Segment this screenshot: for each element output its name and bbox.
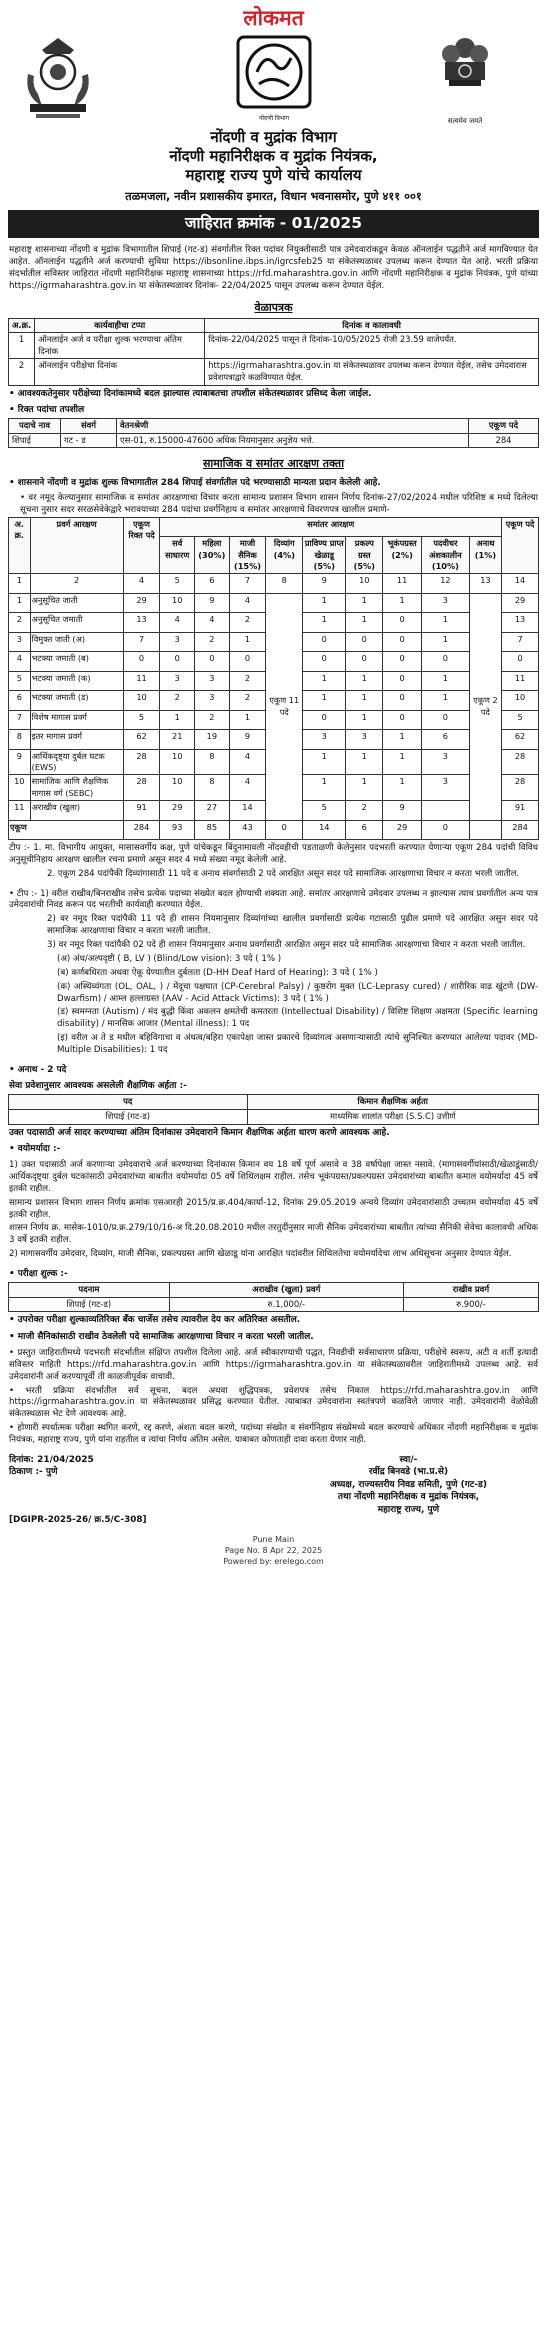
table-cell: 7 bbox=[502, 632, 539, 652]
table-cell: एस-01, रु.15000-47600 अधिक नियमानुसार अनुज्ञेय भत्ते. bbox=[117, 433, 469, 448]
table-cell: 10 bbox=[160, 749, 195, 775]
table-row bbox=[9, 333, 539, 359]
total-cell: 43 bbox=[229, 820, 266, 840]
table-cell: 2 bbox=[9, 359, 35, 385]
table-cell: 3 bbox=[422, 593, 470, 613]
tip-disability-c: (क) अस्थिव्यंगता (OL, OAL, ) / मेंदूचा पक्षघात (CP-Cerebral Palsy) / कुष्ठरोग मुक्त (LC-Leprasy cured) / शारीरिक वाढ खुंटणे (DW-Dwarfism) / आम्ल हल्लाग्रस्त (AAV - Acid Attack Victims): 3 पदे ( 1% ) bbox=[57, 981, 538, 1004]
merged-orphan-cell: एकूण 2 पदे bbox=[469, 593, 501, 820]
table-cell: 10 bbox=[9, 775, 31, 801]
table-cell: 9 bbox=[383, 801, 422, 821]
table-cell: 1 bbox=[383, 593, 422, 613]
table-cell: 1 bbox=[346, 710, 383, 730]
table-cell: 5 bbox=[123, 710, 160, 730]
table-cell: 2 bbox=[229, 691, 266, 711]
table-cell: 1 bbox=[303, 775, 346, 801]
tip-disability-b: (ब) कर्णबधिरता अथवा ऐकू येण्यातील दुर्बलता (D-HH Deaf Hard of Hearing): 3 पदे ( 1% ) bbox=[57, 967, 378, 978]
age-section bbox=[0, 1157, 547, 1266]
table-cell: 1 bbox=[383, 730, 422, 750]
total-cell: 284 bbox=[123, 820, 160, 840]
table-cell: अराखीव (खुला) bbox=[30, 801, 123, 821]
number-cell: 1 bbox=[9, 574, 31, 594]
number-cell: 2 bbox=[30, 574, 123, 594]
table-cell: 91 bbox=[502, 801, 539, 821]
table-cell: शिपाई (गट-ड) bbox=[9, 1297, 170, 1312]
table-cell: भटक्या जमाती (ब) bbox=[30, 652, 123, 672]
table-cell: 2 bbox=[195, 710, 230, 730]
number-cell: 13 bbox=[469, 574, 501, 594]
age-title: • वयोमर्यादा :- bbox=[9, 1143, 61, 1154]
footer-page-date: Page No. 8 Apr 22, 2025 bbox=[224, 1546, 323, 1556]
table-cell: 91 bbox=[123, 801, 160, 821]
fee-title: • परीक्षा शुल्क :- bbox=[9, 1268, 68, 1279]
schedule-header-cell: कार्यवाहीचा टप्पा bbox=[35, 318, 205, 333]
schedule-table-wrap bbox=[0, 318, 547, 386]
table-row bbox=[9, 433, 539, 448]
table-cell: गट - ड bbox=[61, 433, 117, 448]
table-cell: विमुक्त जाती (अ) bbox=[30, 632, 123, 652]
tip-1: • टीप :- 1) वरील राखीव/बिनराखीव तसेच प्रत्येक पदाच्या संख्येत बदल होण्याची शक्यता आहे. समांतर आरक्षणाचे उमेदवार उपलब्ध न झाल्यास त्याच प्रवर्गातील अन्य पात्र उमेदवारांची निवड करून पद भरतीची कार्यवाही करण्यात येईल. bbox=[9, 888, 538, 911]
table-cell: 11 bbox=[123, 671, 160, 691]
center-logo bbox=[235, 34, 313, 123]
table-cell: 0 bbox=[303, 632, 346, 652]
other-title: • माजी सैनिकांसाठी राखीव ठेवलेली पदे सामाजिक आरक्षणाचा विचार न करता भरली जातील. bbox=[9, 1331, 314, 1342]
table-cell: 8 bbox=[195, 775, 230, 801]
number-cell: 6 bbox=[195, 574, 230, 594]
table-cell: 1 bbox=[346, 613, 383, 633]
table-cell: 10 bbox=[160, 775, 195, 801]
table-cell: 5 bbox=[502, 710, 539, 730]
dgipr-reference: [DGIPR-2025-26/ क्र.5/C-308] bbox=[9, 1514, 147, 1525]
res-header-cell: एकूण रिक्त पदे bbox=[123, 517, 160, 573]
issue-date: दिनांक: 21/04/2025 bbox=[9, 1454, 94, 1465]
table-cell: 10 bbox=[502, 691, 539, 711]
title-line-3: महाराष्ट्र राज्य पुणे यांचे कार्यालय bbox=[185, 166, 362, 185]
schedule-notice: • आवश्यकतेनुसार परीक्षेच्या दिनांकामध्ये बदल झाल्यास त्याबाबतचा तपशील संकेतस्थळावर प्रसिध्द केला जाईल. bbox=[9, 388, 372, 399]
qualification-table-wrap bbox=[0, 1094, 547, 1124]
table-cell: 2 bbox=[195, 632, 230, 652]
schedule-table bbox=[8, 318, 539, 386]
table-cell: 3 bbox=[303, 730, 346, 750]
number-cell: 14 bbox=[502, 574, 539, 594]
table-row bbox=[9, 359, 539, 385]
res-header-cell: प्रकल्प ग्रस्त (5%) bbox=[346, 537, 383, 574]
number-cell: 10 bbox=[346, 574, 383, 594]
table-cell: 14 bbox=[229, 801, 266, 821]
reservation-group-row bbox=[9, 517, 539, 537]
table-cell: भटक्या जमाती (क) bbox=[30, 671, 123, 691]
merged-disabled-cell: एकूण 11 पदे bbox=[266, 593, 303, 820]
total-cell: 93 bbox=[160, 820, 195, 840]
table-cell: 62 bbox=[502, 730, 539, 750]
number-cell: 12 bbox=[422, 574, 470, 594]
table-cell: 1 bbox=[346, 671, 383, 691]
table-cell: 62 bbox=[123, 730, 160, 750]
reservation-body bbox=[9, 593, 539, 820]
total-cell: 284 bbox=[502, 820, 539, 840]
qual-header-cell: किमान शैक्षणिक अर्हता bbox=[247, 1095, 539, 1110]
registration-logo-icon bbox=[235, 34, 313, 110]
table-cell: 10 bbox=[160, 593, 195, 613]
table-cell: 29 bbox=[123, 593, 160, 613]
fee-header-cell: राखीव प्रवर्ग bbox=[403, 1283, 538, 1298]
res-header-cell: महिला (30%) bbox=[195, 537, 230, 574]
qualification-title: सेवा प्रवेशानुसार आवश्यक असलेली शैक्षणिक अर्हता :- bbox=[9, 1081, 187, 1092]
fee-note: • उपरोक्त परीक्षा शुल्काव्यतिरिक्त बँक चार्जेस तसेच त्यावरील देय कर अतिरिक्त असतील. bbox=[9, 1315, 301, 1326]
intro-paragraph: महाराष्ट्र शासनाच्या नोंदणी व मुद्रांक विभागातील शिपाई (गट-ड) संवर्गातील रिक्त पदांवर नियुक्तीसाठी पात्र उमेदवारांकडून केवळ ऑनलाईन पद्धतीने अर्ज मागविण्यात येत आहेत. ऑनलाईन पद्धतीने अर्ज करण्याची सुविधा https://ibsonline.ibps.in/igrcsfeb25 या संकेतस्थळावर उपलब्ध करून देण्यात येत आहे. भरती प्रक्रिया संदर्भातील सविस्तर जाहिरात नोंदणी महानिरीक्षक महाराष्ट्र शासनाच्या https://rfd.maharashtra.gov.in आणि नोंदणी महानिरीक्षक व मुद्रांक नियंत्रक, पुणे यांच्या https://igrmaharashtra.gov.in या संकेतस्थळावर दिनांक- 22/04/2025 पासून उपलब्ध करून देण्यात येईल. bbox=[9, 244, 538, 291]
number-cell: 4 bbox=[123, 574, 160, 594]
office-address: तळमजला, नवीन प्रशासकीय इमारत, विधान भवनासमोर, पुणे ४११ ००१ bbox=[125, 189, 422, 203]
note-1: टीप :- 1. मा. विभागीय आयुक्त, मासासवर्गीय कक्ष, पुणे यांचेकडून बिंदुनामावली नोंदवहीची पडताळणी केलेनुसार पदभरती करण्यात येणाऱ्या एकूण 284 पदांची विविध अनुसूचीनिहाय आरक्षण खालील रचना प्रमाणे असून सदर 4 मध्ये संख्या नमूद केलेली आहे. bbox=[9, 843, 538, 865]
table-cell: रु.1,000/- bbox=[169, 1297, 403, 1312]
table-cell: माध्यमिक शालांत परीक्षा (S.S.C) उत्तीर्ण bbox=[247, 1109, 539, 1124]
table-cell: 4 bbox=[195, 613, 230, 633]
vacancy-header-cell: वेतनश्रेणी bbox=[117, 419, 469, 434]
number-cell: 9 bbox=[303, 574, 346, 594]
reservation-title: सामाजिक व समांतर आरक्षण तक्ता bbox=[202, 457, 345, 471]
table-cell: 2 bbox=[229, 671, 266, 691]
total-cell: 0 bbox=[266, 820, 303, 840]
tip-disability-e: (इ) वरील अ ते ड मधील बहिविगाचा व अंधत्व/बहिरा एकापेक्षा जास्त प्रकारचे दिव्यांगत्व असणाऱ्यासाठी त्यांचे सुनिश्चित करण्यात आलेल्या पदावर (MD- Multiple Disabilities): 1 पद bbox=[57, 1033, 538, 1055]
table-cell: अनुसूचित जाती bbox=[30, 593, 123, 613]
table-cell: 7 bbox=[123, 632, 160, 652]
table-cell: 1 bbox=[160, 710, 195, 730]
number-cell: 5 bbox=[160, 574, 195, 594]
table-cell: 1 bbox=[303, 691, 346, 711]
total-label: एकूण bbox=[9, 820, 124, 840]
table-cell: 3 bbox=[9, 632, 31, 652]
total-cell: 29 bbox=[383, 820, 422, 840]
table-cell: 6 bbox=[9, 691, 31, 711]
reservation-total-row bbox=[9, 820, 539, 840]
table-cell: 0 bbox=[346, 632, 383, 652]
table-cell: भटक्या जमाती (ड) bbox=[30, 691, 123, 711]
qual-header-cell: पद bbox=[9, 1095, 248, 1110]
table-cell bbox=[422, 801, 470, 821]
masthead-logo-text: लोकमत bbox=[243, 5, 304, 30]
qualification-note: उक्त पदासाठी अर्ज सादर करण्याच्या अंतिम दिनांकास उमेदवाराने किमान शैक्षणिक अर्हता धारण करणे आवश्यक आहे. bbox=[9, 1127, 390, 1138]
table-cell: 4 bbox=[160, 613, 195, 633]
other-item-1: • प्रस्तुत जाहिरातीमध्ये पदभरती संदर्भातील संक्षिप्त तपशील दिलेला आहे. अर्ज स्वीकारण्याची पद्धत, निवडीची सर्वसाधारण प्रक्रिया, परीक्षेचे स्वरूप, अटी व शर्ती इत्यादी सविस्तर माहिती https://rfd.maharashtra.gov.in आणि https://igrmaharashtra.gov.in या संकेतस्थळावरील जाहिरातीमध्ये उपलब्ध आहे. सर्व उमेदवारांनी अर्ज करण्यापूर्वी ती काळजीपूर्वक वाचावी. bbox=[9, 1348, 538, 1382]
table-cell: 6 bbox=[422, 730, 470, 750]
table-cell: 28 bbox=[123, 749, 160, 775]
sign-mark: स्वा/- bbox=[399, 1454, 418, 1465]
table-cell: शिपाई bbox=[9, 433, 61, 448]
table-cell: 8 bbox=[195, 749, 230, 775]
table-cell: 0 bbox=[383, 691, 422, 711]
table-cell: 13 bbox=[502, 613, 539, 633]
table-cell: 28 bbox=[123, 775, 160, 801]
national-emblem bbox=[435, 34, 495, 127]
table-cell: 3 bbox=[422, 775, 470, 801]
tip-section bbox=[0, 886, 547, 1062]
table-cell: 2 bbox=[346, 801, 383, 821]
table-cell: 0 bbox=[195, 652, 230, 672]
res-header-cell: प्रवर्ग आरक्षण bbox=[30, 517, 123, 573]
table-cell: अनुसूचित जमाती bbox=[30, 613, 123, 633]
res-header-cell: दिव्यांग (4%) bbox=[266, 537, 303, 574]
table-cell: 4 bbox=[229, 593, 266, 613]
res-header-cell: प्राविण्य प्राप्त खेळाडू (5%) bbox=[303, 537, 346, 574]
vacancy-header-cell: पदाचे नाव bbox=[9, 419, 61, 434]
table-cell: 284 bbox=[469, 433, 539, 448]
table-cell: 1 bbox=[229, 710, 266, 730]
vacancy-table bbox=[8, 418, 539, 448]
age-p4: 2) मागासवर्गीय उमेदवार, दिव्यांग, माजी सैनिक, प्रकल्पग्रस्त आणि खेळाडू यांना आरक्षित पदांवरील शिथिलतेचा वयोमर्यादेचा लाभ अधिसूचना अनुसार देण्यात येईल. bbox=[9, 1249, 512, 1260]
table-cell: 3 bbox=[195, 691, 230, 711]
table-cell: 5 bbox=[303, 801, 346, 821]
newspaper-masthead bbox=[0, 0, 547, 30]
other-item-2: • भरती प्रक्रिया संदर्भातील सर्व सूचना, बदल अथवा शुद्धिपत्रक, प्रवेशपत्र तसेच निकाल https://rfd.maharashtra.gov.in आणि https://igrmaharashtra.gov.in या संकेतस्थळावर प्रसिद्ध करण्यात येतील. त्याबाबत उमेदवारांना स्वतंत्रपणे कळविले जाणार नाही. उमेदवारांनी वेळोवेळी संकेतस्थळास भेट देणे आवश्यक आहे. bbox=[9, 1385, 538, 1420]
other-items bbox=[0, 1345, 547, 1452]
title-line-2: नोंदणी महानिरीक्षक व मुद्रांक नियंत्रक, bbox=[169, 147, 378, 166]
advertisement-number-bar: जाहिरात क्रमांक - 01/2025 bbox=[8, 210, 539, 237]
table-cell: 4 bbox=[229, 775, 266, 801]
number-cell: 11 bbox=[383, 574, 422, 594]
other-item-3: • होणारी स्पर्धात्मक परीक्षा स्थगित करणे, रद्द करणे, अंशतः बदल करणे, पदांच्या संख्येत व संवर्गनिहाय संख्येमध्ये बदल करण्याचे अधिकार नोंदणी महानिरीक्षक व मुद्रांक नियंत्रक, महाराष्ट्र राज्य, पुणे यांना राहतील व त्यांचा निर्णय अंतिम असेल. याबाबत कोणताही दावा करता येणार नाही. bbox=[9, 1423, 538, 1446]
parallel-reservation-header: समांतर आरक्षण bbox=[160, 517, 502, 537]
table-cell: 2 bbox=[229, 613, 266, 633]
table-cell: 28 bbox=[502, 749, 539, 775]
emblem-motto: सत्यमेव जयते bbox=[447, 116, 483, 125]
table-cell: 1 bbox=[346, 749, 383, 775]
res-header-cell: माजी सैनिक (15%) bbox=[229, 537, 266, 574]
tip-3: 3) वर नमूद रिक्त पदांपैकी 02 पदे ही शासन नियमानुसार अनाथ प्रवर्गासाठी आरक्षित असुन सदर पदे सामाजिक आरक्षणाचा विचार न करता भरली जातील. bbox=[47, 940, 526, 951]
table-cell: 2 bbox=[9, 613, 31, 633]
table-cell: 11 bbox=[9, 801, 31, 821]
table-cell: 13 bbox=[123, 613, 160, 633]
table-cell: 1 bbox=[9, 593, 31, 613]
department-left-emblem-icon bbox=[22, 34, 94, 124]
reservation-lead: • शासनाने नोंदणी व मुद्रांक शुल्क विभागातील 284 शिपाई संवर्गातील पदे भरण्यासाठी मान्यता प्रदान केलेली आहे. bbox=[9, 477, 381, 488]
note-2: 2. एकूण 284 पदांपैकी दिव्यांगासाठी 11 पदे व अनाथ संवर्गासाठी 2 पदे आरक्षित असून सदर पदे सामाजिक आरक्षणाचा विचार न करता भरली जातील. bbox=[47, 868, 520, 879]
ashoka-emblem-icon bbox=[439, 34, 491, 112]
table-cell: 1 bbox=[383, 775, 422, 801]
reservation-table-wrap bbox=[0, 517, 547, 840]
fee-table bbox=[8, 1282, 539, 1312]
table-cell: 0 bbox=[303, 652, 346, 672]
footer-edition: Pune Main bbox=[252, 1535, 295, 1545]
table-cell: 1 bbox=[422, 613, 470, 633]
table-cell: सामाजिक आणि शैक्षणिक मागास वर्ग (SEBC) bbox=[30, 775, 123, 801]
res-header-cell: सर्व साधारण bbox=[160, 537, 195, 574]
table-cell: 9 bbox=[195, 593, 230, 613]
table-cell: 1 bbox=[346, 593, 383, 613]
table-cell: 1 bbox=[303, 749, 346, 775]
table-cell: ऑनलाईन परीक्षेचा दिनांक bbox=[35, 359, 205, 385]
table-cell: 21 bbox=[160, 730, 195, 750]
table-cell: 0 bbox=[383, 710, 422, 730]
vacancy-table-wrap bbox=[0, 418, 547, 448]
signatory-role-2: तथा नोंदणी महानिरीक्षक व मुद्रांक नियंत्रक, bbox=[337, 1492, 480, 1503]
table-cell: 1 bbox=[422, 671, 470, 691]
fee-header-cell: पदनाम bbox=[9, 1283, 170, 1298]
table-cell: 1 bbox=[422, 691, 470, 711]
table-cell: 1 bbox=[383, 749, 422, 775]
footer-powered-by: Powered by: erelego.com bbox=[223, 1557, 324, 1567]
number-cell: 8 bbox=[266, 574, 303, 594]
table-cell: 0 bbox=[303, 710, 346, 730]
fee-header-row bbox=[9, 1283, 539, 1298]
table-cell: 29 bbox=[160, 801, 195, 821]
res-header-cell: अनाथ (1%) bbox=[469, 537, 501, 574]
signature-block bbox=[0, 1452, 547, 1515]
res-header-cell: अ. क्र. bbox=[9, 517, 31, 573]
table-cell: 1 bbox=[303, 593, 346, 613]
table-cell: आर्थिकदृष्ट्या दुर्बल घटक (EWS) bbox=[30, 749, 123, 775]
vacancy-header-cell: एकूण पदे bbox=[469, 419, 539, 434]
table-cell: इतर मागास प्रवर्ग bbox=[30, 730, 123, 750]
date-place bbox=[9, 1454, 94, 1479]
table-cell: https://igrmaharashtra.gov.in या संकेतस्थळावर उपलब्ध करून देण्यात येईल, तसेच उमेदवारास प्रवेशपत्राद्वारे कळविण्यात येईल. bbox=[205, 359, 539, 385]
table-cell: 5 bbox=[9, 671, 31, 691]
table-cell: 3 bbox=[160, 632, 195, 652]
age-p1: 1) उक्त पदासाठी अर्ज करणाऱ्या उमेदवाराचे अर्ज करण्याच्या दिनांकास किमान वय 18 वर्षे पूर्ण असावे व 38 वर्षापेक्षा जास्त नसावे. (मागासवर्गीयांसाठी/खेळाडूंसाठी/आर्थिकदृष्ट्या दुर्बल घटकांसाठी उमेदवारांच्या बाबतीत वयोमर्यादा 05 वर्षे शिथिलक्षम राहील. तसेच भूकंपग्रस्त/प्रकल्पग्रस्त उमेदवारांच्या बाबतीत कमाल वयोमर्यादा 45 वर्षे इतकी राहील. bbox=[9, 1160, 538, 1194]
table-cell: 1 bbox=[422, 632, 470, 652]
vacancy-title: • रिक्त पदांचा तपशील bbox=[9, 404, 85, 415]
vacancy-header-cell: संवर्ग bbox=[61, 419, 117, 434]
table-cell: 3 bbox=[195, 671, 230, 691]
table-cell: 1 bbox=[229, 632, 266, 652]
table-row bbox=[9, 1109, 539, 1124]
table-cell: 9 bbox=[229, 730, 266, 750]
total-cell: 0 bbox=[422, 820, 470, 840]
table-cell: 4 bbox=[229, 749, 266, 775]
issue-place: ठिकाण :- पुणे bbox=[9, 1467, 58, 1478]
office-titles bbox=[0, 126, 547, 204]
table-cell: 2 bbox=[160, 691, 195, 711]
total-cell: 85 bbox=[195, 820, 230, 840]
fee-table-wrap bbox=[0, 1282, 547, 1312]
table-cell: शिपाई (गट-ड) bbox=[9, 1109, 248, 1124]
table-cell: रु.900/- bbox=[403, 1297, 538, 1312]
table-cell: 3 bbox=[160, 671, 195, 691]
table-cell: 0 bbox=[422, 710, 470, 730]
table-cell: 3 bbox=[422, 749, 470, 775]
title-line-1: नोंदणी व मुद्रांक विभाग bbox=[210, 128, 337, 146]
table-cell: 28 bbox=[502, 775, 539, 801]
table-cell: 0 bbox=[123, 652, 160, 672]
age-p2: सामान्य प्रशासन विभाग शासन निर्णय क्रमांक एसआरही 2015/प्र.क्र.404/कार्या-12, दिनांक 29.05.2019 अन्वये दिव्यांग उमेदवारांसाठी उच्चतम वयोमर्यादा 45 वर्षे इतकी राहील. bbox=[9, 1197, 538, 1220]
schedule-header-cell: दिनांक व कालावधी bbox=[205, 318, 539, 333]
table-cell: 1 bbox=[303, 671, 346, 691]
number-cell: 7 bbox=[229, 574, 266, 594]
table-row bbox=[9, 1297, 539, 1312]
table-cell: 4 bbox=[9, 652, 31, 672]
age-p3: शासन निर्णय क्र. मासेक-1010/प्र.क्र.279/10/16-अ दि.20.08.2010 मधील तरतुदींनुसार माजी सैनिक उमेदवारांच्या बाबतीत त्यांच्या सैनिकी सेवेचा कालावधी अधिक 3 वर्षे इतकी राहील. bbox=[9, 1223, 538, 1246]
table-cell: 27 bbox=[195, 801, 230, 821]
orphan-posts: • अनाथ - 2 पदे bbox=[9, 1064, 67, 1075]
schedule-header-row bbox=[9, 318, 539, 333]
fee-header-cell: अराखीव (खुला) प्रवर्ग bbox=[169, 1283, 403, 1298]
table-cell: 1 bbox=[303, 613, 346, 633]
vacancy-header-row bbox=[9, 419, 539, 434]
table-cell: 11 bbox=[502, 671, 539, 691]
table-cell: 1 bbox=[346, 691, 383, 711]
signatory-role-1: अध्यक्ष, राज्यस्तरीय निवड समिती, पुणे (गट-ड) bbox=[329, 1479, 487, 1490]
qualification-table bbox=[8, 1094, 539, 1124]
table-cell: 0 bbox=[502, 652, 539, 672]
reservation-notes bbox=[0, 840, 547, 886]
table-cell: 0 bbox=[383, 632, 422, 652]
res-header-cell: एकूण पदे bbox=[502, 517, 539, 573]
table-cell: 3 bbox=[346, 730, 383, 750]
emblem-row bbox=[0, 30, 547, 126]
table-cell: विशेष मागास प्रवर्ग bbox=[30, 710, 123, 730]
table-cell: 0 bbox=[383, 652, 422, 672]
table-cell: 0 bbox=[383, 671, 422, 691]
table-cell: 10 bbox=[123, 691, 160, 711]
table-cell: 0 bbox=[383, 613, 422, 633]
table-cell: 0 bbox=[422, 652, 470, 672]
tip-disability-a: (अ) अंध/अल्पदृष्टी ( B, LV ) (Blind/Low vision): 3 पदे ( 1% ) bbox=[57, 953, 282, 964]
schedule-header-cell: अ.क्र. bbox=[9, 318, 35, 333]
table-cell: ऑनलाईन अर्ज व परीक्षा शुल्क भरण्याचा अंतिम दिनांक bbox=[35, 333, 205, 359]
table-cell: 19 bbox=[195, 730, 230, 750]
table-row bbox=[9, 593, 539, 613]
center-logo-caption: नोंदणी विभाग bbox=[259, 114, 289, 122]
schedule-title: वेळापत्रक bbox=[254, 300, 293, 314]
table-cell: 0 bbox=[160, 652, 195, 672]
table-cell: 1 bbox=[346, 775, 383, 801]
table-cell: 1 bbox=[9, 333, 35, 359]
page-footer bbox=[0, 1532, 547, 1567]
res-header-cell: पदवीधर अंशकालीन (10%) bbox=[422, 537, 470, 574]
table-cell: 9 bbox=[9, 749, 31, 775]
table-cell: 8 bbox=[9, 730, 31, 750]
table-cell: दिनांक-22/04/2025 पासून ते दिनांक-10/05/2025 रोजी 23.59 वाजेपर्यंत. bbox=[205, 333, 539, 359]
signatory-role-3: महाराष्ट्र राज्य, पुणे bbox=[377, 1504, 440, 1515]
table-cell: 7 bbox=[9, 710, 31, 730]
tip-disability-d: (ड) स्वमग्नता (Autism) / मंद बुद्धी किंवा अकलन क्षमतेची कमतरता (Intellectual Disability) / विशिष्ट शिक्षण अक्षमता (Specific learning disability) / मानसिक आजार (Mental illness): 1 पद bbox=[57, 1007, 538, 1030]
reservation-table bbox=[8, 517, 539, 840]
reservation-lead-2: • वर नमूद केल्यानुसार सामाजिक व समांतर आरक्षणाचा विचार करता सामान्य प्रशासन विभाग शासन निर्णय दिनांक-27/02/2024 मधील परिशिष्ट ब मध्ये दिलेल्या सूचना नुसार सदर सरळसेवेकेद्वारे भरावयाच्या 284 पदांचा प्रवर्गनिहाय व समांतर आरक्षणाचे विवरणपत्र खालील प्रमाणे- bbox=[20, 492, 538, 515]
qualification-header-row bbox=[9, 1095, 539, 1110]
total-cell bbox=[469, 820, 501, 840]
tip-2: 2) वर नमूद रिक्त पदांपैकी 11 पदे ही शासन नियमानुसार दिव्यांगांच्या खालील प्रवर्गासाठी प्रत्येक गटासाठी पुढील प्रमाणे पदे आरक्षित असुन सदर पदे सामाजिक आरक्षणाचा विचार न करता भरली जातील. bbox=[47, 914, 538, 937]
total-cell: 6 bbox=[346, 820, 383, 840]
total-cell: 14 bbox=[303, 820, 346, 840]
signatory-name: रवींद्र बिनवडे (भा.प्र.से) bbox=[368, 1467, 449, 1478]
table-cell: 0 bbox=[229, 652, 266, 672]
res-header-cell: भूकंपग्रस्त (2%) bbox=[383, 537, 422, 574]
table-cell: 29 bbox=[502, 593, 539, 613]
signatory bbox=[330, 1454, 487, 1516]
table-cell: 0 bbox=[346, 652, 383, 672]
reservation-numbering-row bbox=[9, 574, 539, 594]
